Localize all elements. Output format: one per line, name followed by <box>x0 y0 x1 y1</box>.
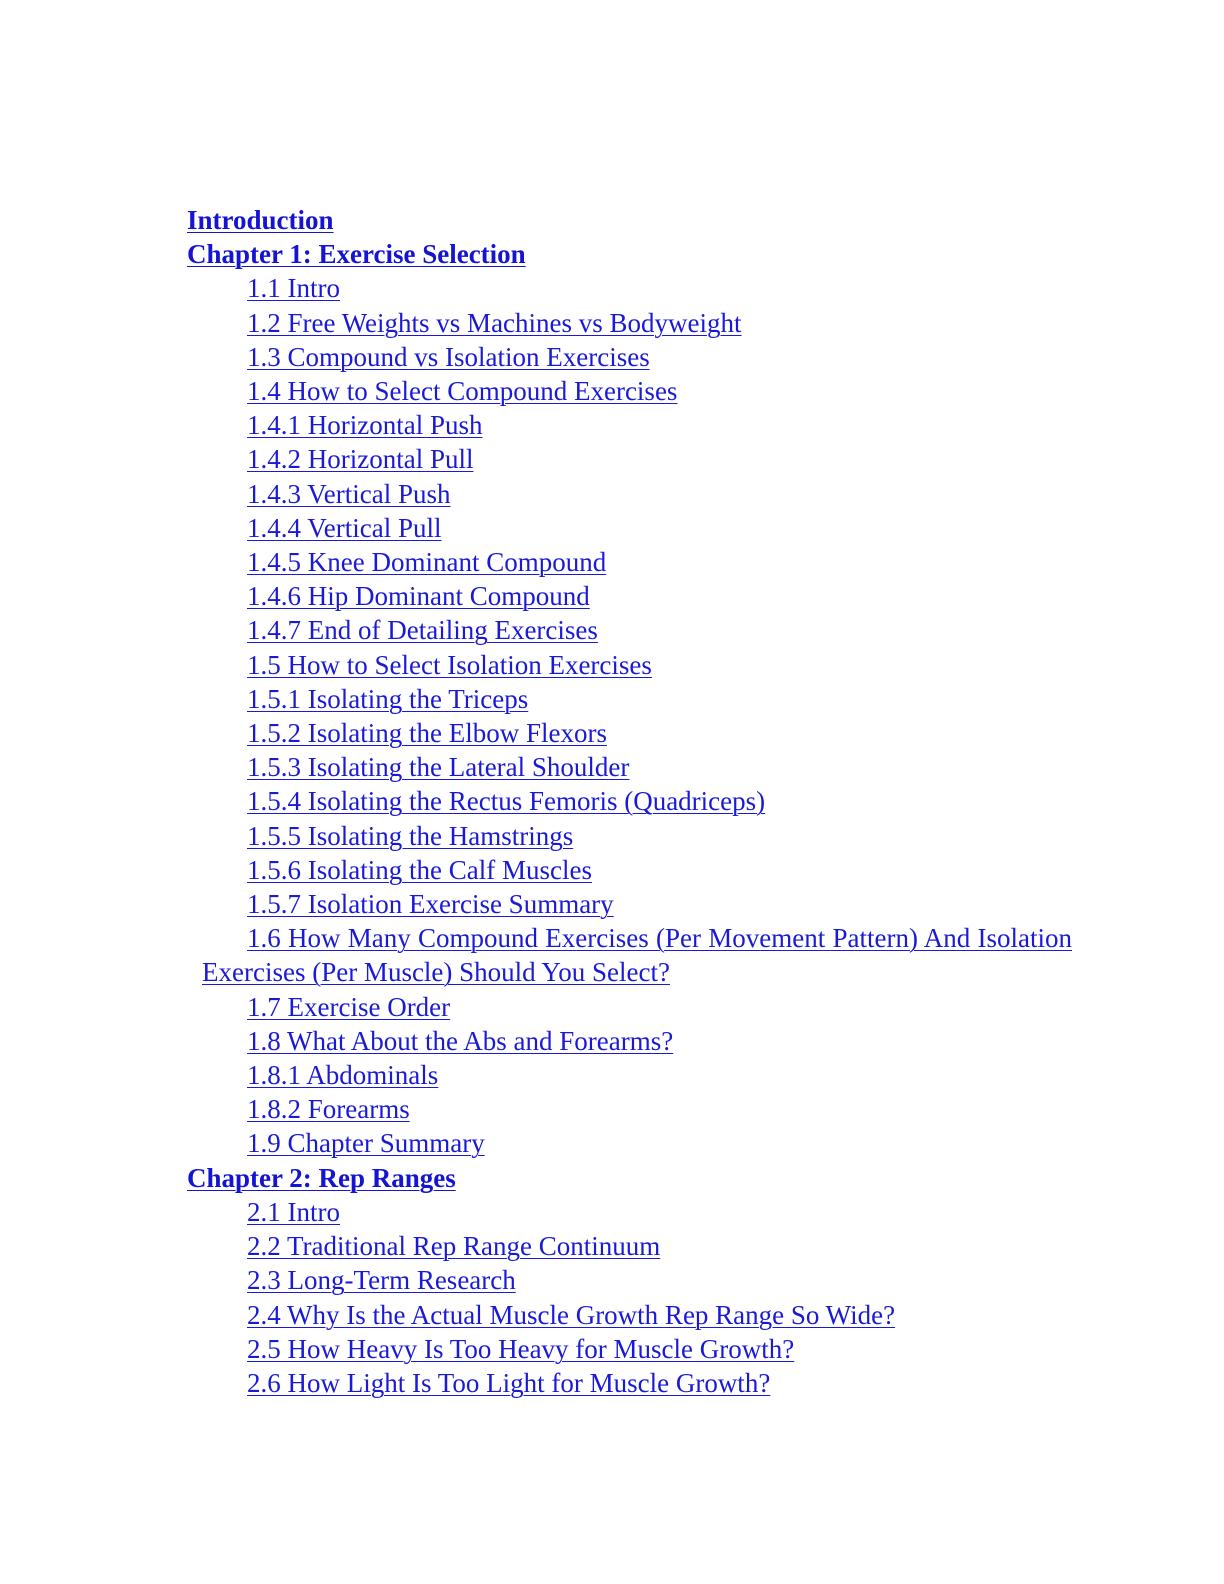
toc-link[interactable]: 1.5 How to Select Isolation Exercises <box>247 649 652 680</box>
toc-link[interactable]: 1.8.1 Abdominals <box>247 1060 439 1091</box>
toc-entry-1-9 <box>187 1126 1072 1160</box>
toc-entry-1-8-2 <box>187 1092 1072 1126</box>
toc-link[interactable]: 1.3 Compound vs Isolation Exercises <box>247 341 650 372</box>
toc-link[interactable]: 1.5.7 Isolation Exercise Summary <box>247 889 614 920</box>
toc-link[interactable]: 1.5.3 Isolating the Lateral Shoulder <box>247 752 630 783</box>
toc-entry-2-4 <box>187 1298 1072 1332</box>
toc-entry-1-3 <box>187 340 1072 374</box>
toc-entry-2-2 <box>187 1229 1072 1263</box>
toc-link[interactable]: 1.5.2 Isolating the Elbow Flexors <box>247 718 607 749</box>
toc-link[interactable]: 1.8.2 Forearms <box>247 1094 410 1125</box>
toc-entry-2-1 <box>187 1195 1072 1229</box>
toc-entry-1-8 <box>187 1024 1072 1058</box>
toc-entry-1-8-1 <box>187 1058 1072 1092</box>
toc-entry-1-7 <box>187 990 1072 1024</box>
toc-link[interactable]: 2.5 How Heavy Is Too Heavy for Muscle Growth? <box>247 1333 795 1364</box>
toc-entry-1-5-5 <box>187 819 1072 853</box>
toc-link[interactable]: 1.5.4 Isolating the Rectus Femoris (Quadriceps) <box>247 786 766 817</box>
toc-link[interactable]: 2.6 How Light Is Too Light for Muscle Growth? <box>247 1367 771 1398</box>
toc-link[interactable]: 2.3 Long-Term Research <box>247 1265 516 1296</box>
table-of-contents <box>187 203 1072 1400</box>
toc-link[interactable]: 1.4 How to Select Compound Exercises <box>247 376 678 407</box>
toc-entry-1-5-1 <box>187 682 1072 716</box>
toc-link[interactable]: 1.5.5 Isolating the Hamstrings <box>247 820 574 851</box>
toc-link[interactable]: Chapter 1: Exercise Selection <box>187 239 526 270</box>
toc-entry-2-6 <box>187 1366 1072 1400</box>
toc-link[interactable]: 1.8 What About the Abs and Forearms? <box>247 1025 674 1056</box>
toc-entry-1-1 <box>187 271 1072 305</box>
toc-link[interactable]: 2.2 Traditional Rep Range Continuum <box>247 1231 661 1262</box>
toc-entry-1-4-3 <box>187 477 1072 511</box>
toc-link[interactable]: 2.4 Why Is the Actual Muscle Growth Rep Range So Wide? <box>247 1299 896 1330</box>
toc-link[interactable]: 1.5.1 Isolating the Triceps <box>247 683 529 714</box>
toc-entry-1-5-7 <box>187 887 1072 921</box>
toc-link[interactable]: 1.4.4 Vertical Pull <box>247 512 442 543</box>
toc-entry-chapter-2 <box>187 1161 1072 1195</box>
toc-link[interactable]: 1.4.1 Horizontal Push <box>247 410 483 441</box>
toc-entry-1-5-2 <box>187 716 1072 750</box>
toc-entry-1-4-4 <box>187 511 1072 545</box>
toc-link[interactable]: 1.4.5 Knee Dominant Compound <box>247 547 607 578</box>
toc-entry-1-4 <box>187 374 1072 408</box>
toc-link[interactable]: 1.4.7 End of Detailing Exercises <box>247 615 598 646</box>
toc-entry-1-5-4 <box>187 784 1072 818</box>
toc-entry-2-3 <box>187 1263 1072 1297</box>
toc-entry-1-4-1 <box>187 408 1072 442</box>
toc-entry-1-4-5 <box>187 545 1072 579</box>
toc-entry-1-5-6 <box>187 853 1072 887</box>
toc-link[interactable]: 1.1 Intro <box>247 273 340 304</box>
toc-link[interactable]: 1.4.6 Hip Dominant Compound <box>247 581 590 612</box>
toc-link[interactable]: 1.7 Exercise Order <box>247 991 451 1022</box>
toc-link[interactable]: Introduction <box>187 205 334 235</box>
toc-entry-1-4-7 <box>187 613 1072 647</box>
toc-link[interactable]: 1.4.3 Vertical Push <box>247 478 451 509</box>
toc-link[interactable]: 1.5.6 Isolating the Calf Muscles <box>247 854 592 885</box>
toc-entry-1-4-2 <box>187 442 1072 476</box>
toc-entry-1-5 <box>187 648 1072 682</box>
toc-entry-introduction <box>187 203 1072 237</box>
toc-entry-chapter-1 <box>187 237 1072 271</box>
toc-link[interactable]: Chapter 2: Rep Ranges <box>187 1162 456 1193</box>
toc-entry-1-2 <box>187 306 1072 340</box>
toc-link[interactable]: 2.1 Intro <box>247 1196 340 1227</box>
toc-entry-1-6 <box>187 921 1072 989</box>
toc-link[interactable]: 1.9 Chapter Summary <box>247 1128 485 1159</box>
toc-entry-2-5 <box>187 1332 1072 1366</box>
toc-entry-1-4-6 <box>187 579 1072 613</box>
toc-link[interactable]: 1.2 Free Weights vs Machines vs Bodyweight <box>247 307 742 338</box>
toc-entry-1-5-3 <box>187 750 1072 784</box>
toc-link[interactable]: 1.6 How Many Compound Exercises (Per Movement Pattern) And Isolation Exercises (Per Muscle) Should You Select? <box>202 923 1072 988</box>
toc-link[interactable]: 1.4.2 Horizontal Pull <box>247 444 474 475</box>
